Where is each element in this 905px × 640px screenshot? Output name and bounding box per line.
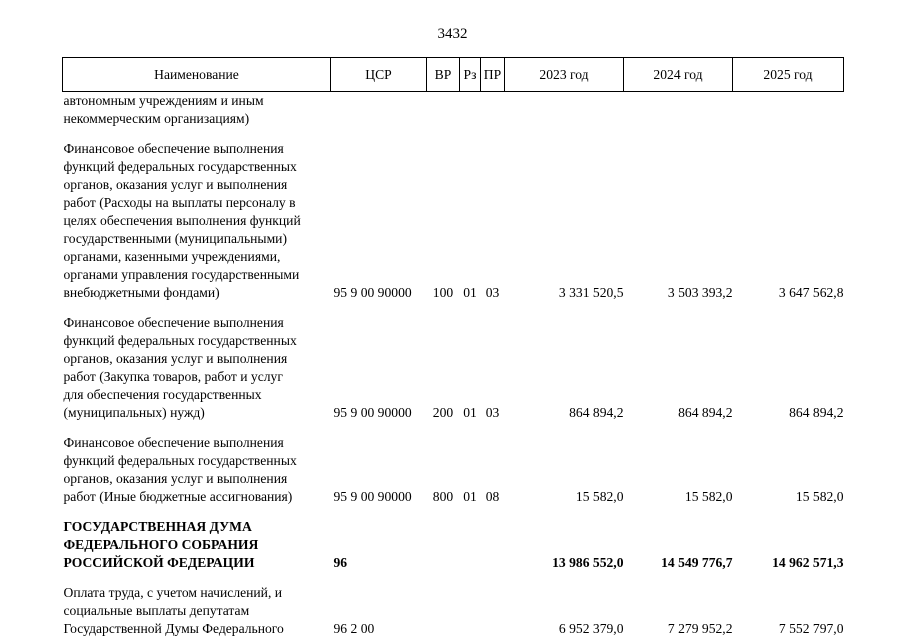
row-pr-cell [481, 92, 505, 129]
row-vr-cell: 100 [432, 285, 454, 300]
row-spacer-cell [63, 422, 844, 434]
row-y2024-cell: 15 582,0 [684, 489, 733, 504]
row-name-line: Оплата труда, с учетом начислений, и [63, 585, 283, 600]
row-name-line: органов, оказания услуг и выполнения [63, 177, 288, 192]
table-row [63, 518, 844, 572]
row-name-cell [63, 314, 331, 422]
row-vr-cell: 800 [432, 489, 454, 504]
row-y2025-cell: 14 962 571,3 [772, 555, 844, 570]
row-name-line: целях обеспечения выполнения функций [63, 213, 301, 228]
row-pr-cell [481, 584, 505, 638]
row-rz-cell [460, 92, 481, 129]
row-y2023-cell: 15 582,0 [575, 489, 624, 504]
row-spacer-cell [63, 572, 844, 584]
row-name-line: автономным учреждениям и иным [63, 93, 264, 108]
row-csr-cell: 96 [333, 555, 348, 570]
row-name-line: государственными (муниципальными) [63, 231, 287, 246]
row-csr-cell: 95 9 00 90000 [333, 405, 412, 420]
row-name-line: работ (Расходы на выплаты персоналу в [63, 195, 296, 210]
row-y2025-cell: 864 894,2 [789, 405, 844, 420]
header-vr: ВР [427, 58, 460, 92]
row-name-line: для обеспечения государственных [63, 387, 262, 402]
row-name-line: некоммерческим организациям) [63, 111, 250, 126]
row-spacer [63, 128, 844, 140]
row-name-line: внебюджетными фондами) [63, 285, 220, 300]
header-name: Наименование [63, 58, 331, 92]
row-name-line: органами, казенными учреждениями, [63, 249, 281, 264]
row-name-cell [63, 584, 331, 638]
table-row [63, 434, 844, 506]
row-rz-cell [460, 584, 481, 638]
row-csr-cell [331, 92, 427, 129]
row-rz-cell: 01 [463, 489, 477, 504]
row-y2024-cell: 864 894,2 [678, 405, 733, 420]
row-name-line: Финансовое обеспечение выполнения [63, 315, 284, 330]
row-y2023-cell: 13 986 552,0 [552, 555, 624, 570]
row-vr-cell [427, 518, 460, 572]
row-name-line: (муниципальных) нужд) [63, 405, 205, 420]
row-vr-cell: 200 [432, 405, 454, 420]
row-csr-cell: 95 9 00 90000 [333, 285, 412, 300]
row-name-cell [63, 434, 331, 506]
row-pr-cell [481, 518, 505, 572]
row-spacer-cell [63, 302, 844, 314]
row-rz-cell [460, 518, 481, 572]
row-y2023-cell [505, 92, 624, 129]
header-rz: Рз [460, 58, 481, 92]
table-header-row [63, 58, 844, 92]
row-name-line: Финансовое обеспечение выполнения [63, 435, 284, 450]
page-number: 3432 [437, 26, 468, 42]
row-y2025-cell [733, 92, 844, 129]
table-row [63, 584, 844, 638]
budget-table [62, 57, 844, 638]
table-body [63, 92, 844, 639]
row-y2023-cell: 864 894,2 [569, 405, 624, 420]
row-name-cell [63, 92, 331, 129]
row-y2023-cell: 3 331 520,5 [558, 285, 624, 300]
row-name-line: органов, оказания услуг и выполнения [63, 471, 288, 486]
row-vr-cell [427, 92, 460, 129]
row-y2024-cell: 3 503 393,2 [667, 285, 733, 300]
row-name-cell [63, 140, 331, 302]
row-name-line: ГОСУДАРСТВЕННАЯ ДУМА [63, 519, 252, 534]
row-pr-cell: 03 [485, 285, 500, 300]
row-csr-cell: 95 9 00 90000 [333, 489, 412, 504]
header-year-2023: 2023 год [505, 58, 624, 92]
row-spacer [63, 422, 844, 434]
row-name-line: РОССИЙСКОЙ ФЕДЕРАЦИИ [63, 555, 255, 570]
row-name-line: Государственной Думы Федерального [63, 621, 284, 636]
header-csr: ЦСР [331, 58, 427, 92]
row-spacer [63, 302, 844, 314]
row-name-cell [63, 518, 331, 572]
row-name-line: функций федеральных государственных [63, 333, 297, 348]
table-row [63, 140, 844, 302]
row-name-line: социальные выплаты депутатам [63, 603, 250, 618]
row-name-line: работ (Закупка товаров, работ и услуг [63, 369, 283, 384]
table-row [63, 92, 844, 129]
row-name-line: ФЕДЕРАЛЬНОГО СОБРАНИЯ [63, 537, 259, 552]
row-name-line: органов, оказания услуг и выполнения [63, 351, 288, 366]
row-y2025-cell: 7 552 797,0 [778, 621, 844, 636]
row-spacer-cell [63, 128, 844, 140]
row-y2024-cell: 7 279 952,2 [667, 621, 733, 636]
row-name-line: органами управления государственными [63, 267, 300, 282]
row-spacer-cell [63, 506, 844, 518]
row-spacer [63, 572, 844, 584]
header-pr: ПР [481, 58, 505, 92]
row-name-line: функций федеральных государственных [63, 453, 297, 468]
row-y2024-cell [624, 92, 733, 129]
row-vr-cell [427, 584, 460, 638]
row-rz-cell: 01 [463, 285, 477, 300]
row-name-line: работ (Иные бюджетные ассигнования) [63, 489, 293, 504]
row-y2024-cell: 14 549 776,7 [661, 555, 733, 570]
row-y2025-cell: 15 582,0 [795, 489, 844, 504]
row-name-line: Финансовое обеспечение выполнения [63, 141, 284, 156]
row-y2025-cell: 3 647 562,8 [778, 285, 844, 300]
header-year-2024: 2024 год [624, 58, 733, 92]
row-pr-cell: 08 [485, 489, 500, 504]
row-rz-cell: 01 [463, 405, 477, 420]
row-csr-cell: 96 2 00 [333, 621, 375, 636]
row-spacer [63, 506, 844, 518]
header-year-2025: 2025 год [733, 58, 844, 92]
table-row [63, 314, 844, 422]
row-pr-cell: 03 [485, 405, 500, 420]
row-y2023-cell: 6 952 379,0 [558, 621, 624, 636]
row-name-line: функций федеральных государственных [63, 159, 297, 174]
